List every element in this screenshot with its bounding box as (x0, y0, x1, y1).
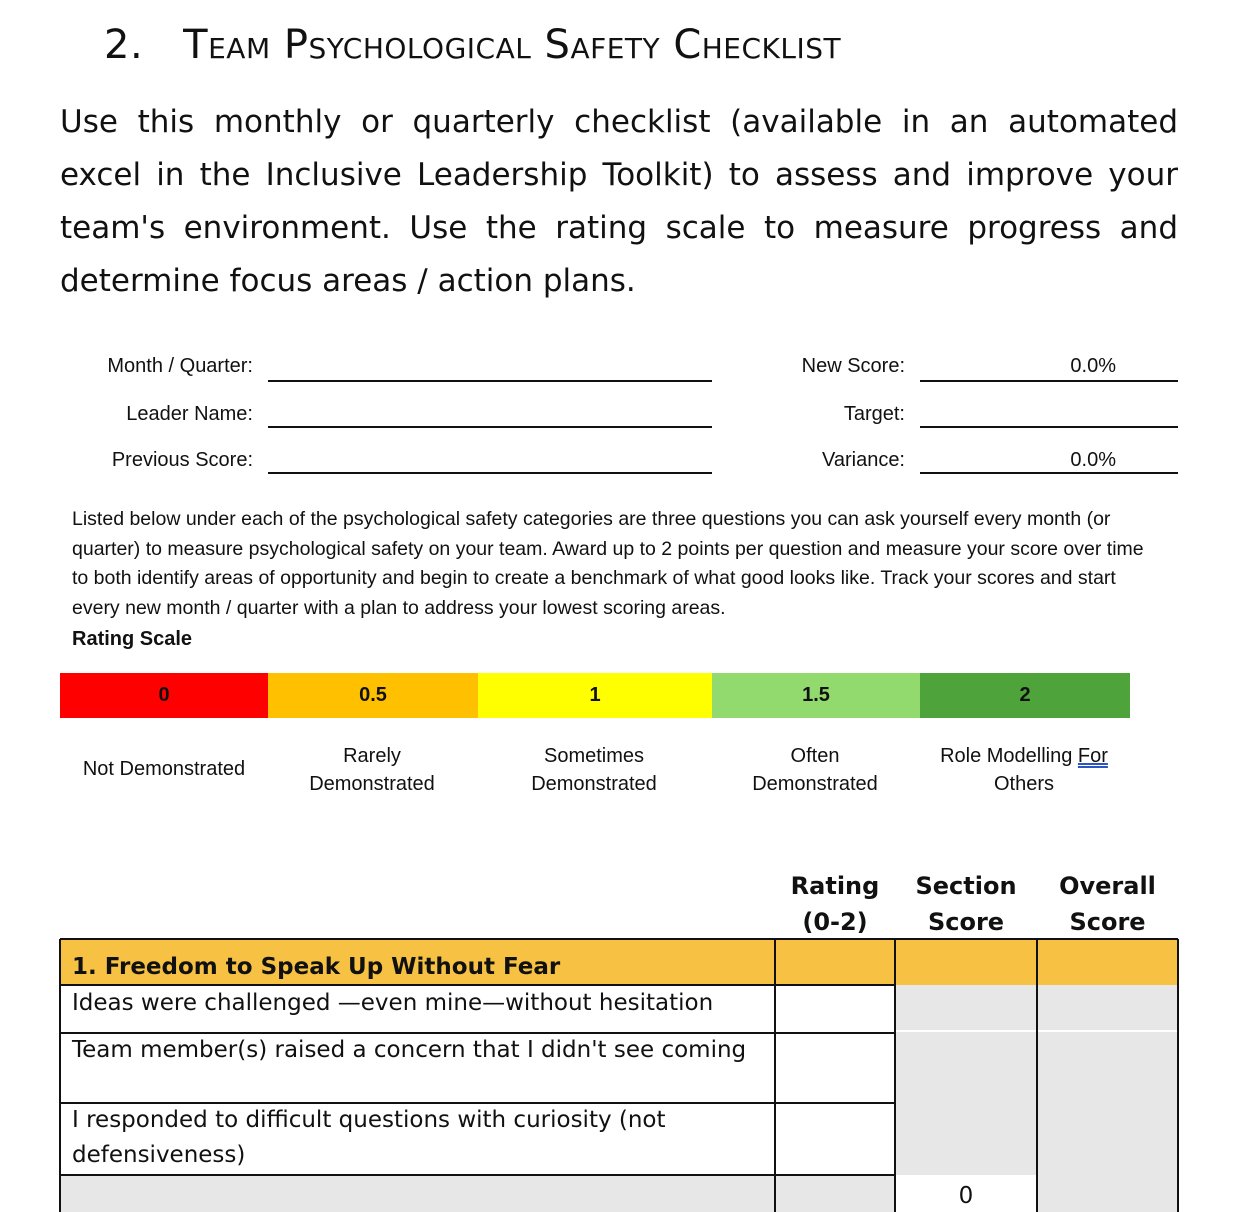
question-row: Ideas were challenged —even mine—without hesitation (72, 990, 714, 1016)
new-score-value: 0.0% (1070, 355, 1116, 377)
section-heading: Team Psychological Safety Checklist (183, 22, 842, 68)
section-title: 1. Freedom to Speak Up Without Fear (72, 954, 561, 980)
leader-name-label: Leader Name: (126, 403, 253, 425)
month-quarter-label: Month / Quarter: (107, 355, 253, 377)
intro-paragraph: Use this monthly or quarterly checklist (available in an automated excel in the Inclusive Leadership Toolkit) to assess and improve your team's environment. Use the rating scale to measure progress and determine focus areas / action plans. (60, 104, 1178, 299)
scale-label-0: Not Demonstrated (82, 758, 246, 780)
rating-column-header: Rating (0-2) (790, 872, 880, 936)
question-row: I responded to difficult questions with curiosity (not defensiveness) (72, 1107, 666, 1168)
section-score-value: 0 (958, 1183, 974, 1209)
section-score-column-header: Section Score (915, 872, 1017, 936)
scale-label-1: Sometimes Demonstrated (531, 745, 657, 795)
question-row: Team member(s) raised a concern that I didn't see coming (72, 1037, 747, 1063)
scale-label-1-5: Often Demonstrated (752, 745, 878, 795)
variance-label: Variance: (821, 449, 905, 471)
scale-value: 2 (1019, 684, 1031, 706)
rating-scale-heading: Rating Scale (72, 628, 193, 650)
scale-label-2: Role Modelling For Others (940, 745, 1108, 795)
section-number: 2. (104, 22, 144, 68)
scale-value: 1 (589, 684, 601, 706)
previous-score-label: Previous Score: (111, 449, 253, 471)
target-label: Target: (843, 403, 905, 425)
scale-label-0-5: Rarely Demonstrated (309, 745, 435, 795)
instructions-paragraph: Listed below under each of the psychological safety categories are three questions you can ask yourself every month (or quarter) to measure psychological safety on your team. Award up to 2 points per question and measure your score over time to both identify areas of opportunity and begin to create a benchmark of what good looks like. Track your scores and start every new month / quarter with a plan to address your lowest scoring areas. (72, 508, 1144, 619)
scale-value: 0 (158, 684, 170, 706)
scale-value: 0.5 (359, 684, 387, 706)
variance-value: 0.0% (1070, 449, 1116, 471)
overall-score-column-header: Overall Score (1059, 872, 1156, 936)
new-score-label: New Score: (801, 355, 905, 377)
scale-value: 1.5 (802, 684, 830, 706)
